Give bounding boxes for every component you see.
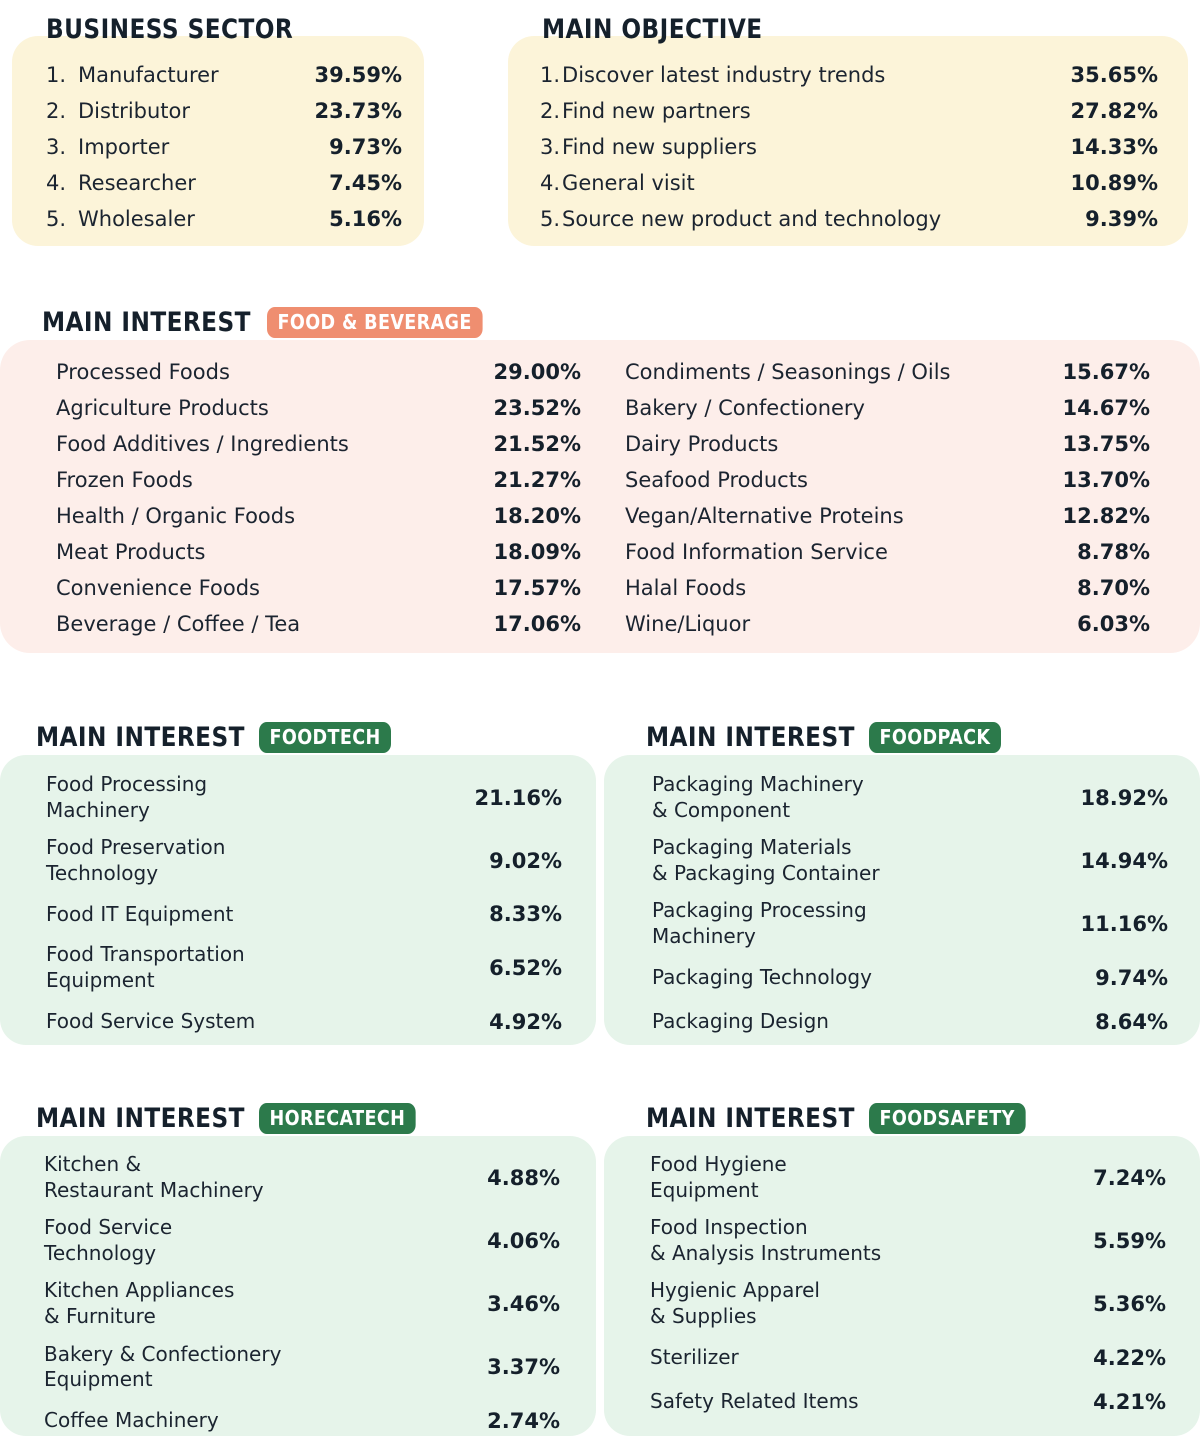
- list-item-line1: Sterilizer: [650, 1344, 739, 1369]
- list-item-label: Food Additives / Ingredients: [56, 431, 349, 456]
- list-item-value: 6.52%: [489, 955, 562, 980]
- list-item-number: 1.: [540, 62, 561, 87]
- list-item: [24, 936, 584, 999]
- list-item-value: 11.16%: [1080, 911, 1168, 936]
- list-item: [628, 1209, 1188, 1272]
- list-item: [630, 829, 1190, 892]
- list-item: [56, 462, 597, 498]
- horecatech-list: [22, 1146, 582, 1443]
- list-item-label: [46, 902, 233, 928]
- list-item-number: 5.: [46, 206, 67, 231]
- list-item-label: Bakery / Confectionery: [625, 395, 865, 420]
- list-item: [22, 1399, 582, 1443]
- list-item-label: [46, 171, 196, 196]
- list-item-label: [652, 1009, 829, 1035]
- list-item-line1: Packaging Machinery: [652, 772, 864, 796]
- list-item-line1: Kitchen Appliances: [44, 1278, 235, 1303]
- list-item-number: 1.: [46, 62, 67, 87]
- list-item-line1: Food Preservation: [46, 835, 226, 860]
- list-item-label: [44, 1342, 281, 1393]
- list-item-label: Meat Products: [56, 539, 206, 564]
- list-item-label: [650, 1215, 881, 1266]
- list-item-label: [650, 1345, 739, 1371]
- list-item-value: 13.75%: [1062, 432, 1150, 456]
- list-item: [630, 956, 1190, 1000]
- food-beverage-list: [56, 354, 1166, 642]
- list-item-value: 7.45%: [329, 171, 402, 195]
- section-title-text: MAIN INTEREST: [36, 722, 245, 753]
- list-item-line1: Food Transportation: [46, 942, 245, 967]
- list-item-label: [540, 207, 941, 232]
- list-item: [630, 766, 1190, 829]
- list-item: [625, 462, 1166, 498]
- main-objective-title: [542, 16, 798, 43]
- list-item: [56, 570, 597, 606]
- business-sector-list: [12, 57, 424, 237]
- list-item-line1: Packaging Technology: [652, 964, 872, 989]
- list-item-label: Processed Foods: [56, 359, 230, 384]
- section-title-text: MAIN INTEREST: [42, 307, 251, 338]
- list-item: [22, 1209, 582, 1272]
- list-item-label: [46, 63, 219, 88]
- list-item: [625, 426, 1166, 462]
- list-item-label: [46, 99, 190, 124]
- list-item-label: [46, 772, 207, 823]
- list-item-value: 27.82%: [1070, 99, 1158, 123]
- list-item-number: 4.: [46, 170, 67, 195]
- list-item-text: Discover latest industry trends: [562, 62, 886, 87]
- list-item: [628, 1272, 1188, 1335]
- list-item-label: [540, 135, 757, 160]
- list-item-label: [540, 63, 885, 88]
- list-item-value: 18.20%: [493, 504, 581, 528]
- list-item-label: Agriculture Products: [56, 395, 269, 420]
- list-item: [628, 1146, 1188, 1209]
- list-item: [12, 201, 424, 237]
- list-item-number: 3.: [540, 134, 561, 159]
- list-item-label: [44, 1278, 234, 1329]
- section-title-text: MAIN INTEREST: [646, 1103, 855, 1134]
- list-item: [625, 390, 1166, 426]
- list-item-value: 8.78%: [1077, 540, 1150, 564]
- category-badge: FOODTECH: [259, 722, 391, 753]
- list-item-label: Condiments / Seasonings / Oils: [625, 359, 951, 384]
- list-item-number: 3.: [46, 134, 67, 159]
- category-badge: FOOD & BEVERAGE: [267, 307, 482, 338]
- list-item-value: 4.92%: [489, 1009, 562, 1034]
- list-item-label: Beverage / Coffee / Tea: [56, 611, 301, 636]
- section-title-text: MAIN INTEREST: [36, 1103, 245, 1134]
- list-item-value: 9.39%: [1085, 207, 1158, 231]
- list-item-label: [650, 1152, 787, 1203]
- list-item-value: 5.16%: [329, 207, 402, 231]
- list-item-value: 9.02%: [489, 848, 562, 873]
- list-item-value: 10.89%: [1070, 171, 1158, 195]
- food-beverage-title: [42, 307, 512, 338]
- list-item-line2: & Packaging Container: [652, 860, 880, 885]
- list-item-line2: & Furniture: [44, 1303, 156, 1328]
- list-item-value: 29.00%: [493, 360, 581, 384]
- list-item-value: 8.70%: [1077, 576, 1150, 600]
- list-item: [24, 766, 584, 829]
- list-item-number: 4.: [540, 170, 561, 195]
- list-item-value: 5.36%: [1093, 1291, 1166, 1316]
- list-item: [625, 354, 1166, 390]
- list-item-line1: Coffee Machinery: [44, 1407, 219, 1432]
- list-item: [56, 354, 597, 390]
- list-item-label: Dairy Products: [625, 431, 779, 456]
- list-item-value: 5.59%: [1093, 1228, 1166, 1253]
- list-item: [22, 1146, 582, 1209]
- list-item-label: [650, 1278, 820, 1329]
- list-item-line2: Technology: [44, 1240, 157, 1265]
- list-item-text: General visit: [562, 170, 695, 195]
- list-item-line1: Packaging Materials: [652, 835, 852, 860]
- list-item: [24, 892, 584, 936]
- list-item-text: Find new partners: [562, 98, 751, 123]
- list-item: [56, 426, 597, 462]
- foodpack-title: [646, 722, 1019, 753]
- list-item-value: 14.67%: [1062, 396, 1150, 420]
- list-item-line1: Packaging Processing: [652, 898, 867, 923]
- list-item-value: 15.67%: [1062, 360, 1150, 384]
- list-item-value: 8.64%: [1095, 1009, 1168, 1034]
- list-item-label: [44, 1408, 219, 1434]
- list-item-label: [46, 207, 195, 232]
- section-title-text: MAIN OBJECTIVE: [542, 14, 763, 45]
- list-item: [24, 1000, 584, 1044]
- list-item-label: [652, 835, 880, 886]
- list-item: [22, 1336, 582, 1399]
- list-item-label: Halal Foods: [625, 575, 747, 600]
- list-item-text: Distributor: [78, 98, 191, 123]
- list-item-value: 3.46%: [487, 1291, 560, 1316]
- list-item-value: 21.52%: [493, 432, 581, 456]
- list-item: [625, 606, 1166, 642]
- foodtech-title: [36, 722, 409, 753]
- list-item-value: 7.24%: [1093, 1165, 1166, 1190]
- list-item: [12, 129, 424, 165]
- foodsafety-list: [628, 1146, 1188, 1424]
- list-item-value: 39.59%: [314, 63, 402, 87]
- list-item-line2: Equipment: [650, 1177, 759, 1202]
- list-item-label: [44, 1215, 172, 1266]
- list-item: [12, 57, 424, 93]
- list-item-line1: Food Service System: [46, 1008, 256, 1033]
- list-item-line2: & Analysis Instruments: [650, 1240, 882, 1265]
- business-sector-title: [46, 16, 333, 43]
- list-item-value: 4.21%: [1093, 1389, 1166, 1414]
- list-item-value: 4.22%: [1093, 1345, 1166, 1370]
- list-item-value: 21.27%: [493, 468, 581, 492]
- list-item-line2: Restaurant Machinery: [44, 1177, 264, 1202]
- list-item-value: 17.57%: [493, 576, 581, 600]
- list-item: [628, 1336, 1188, 1380]
- list-item-line2: Machinery: [46, 797, 150, 822]
- list-item-label: Wine/Liquor: [625, 611, 751, 636]
- list-item-text: Researcher: [78, 170, 196, 195]
- list-item-value: 9.74%: [1095, 965, 1168, 990]
- list-item: [24, 829, 584, 892]
- list-item-value: 2.74%: [487, 1408, 560, 1433]
- list-item-text: Manufacturer: [78, 62, 219, 87]
- list-item-label: Convenience Foods: [56, 575, 260, 600]
- list-item-line2: & Supplies: [650, 1303, 757, 1328]
- list-item: [508, 201, 1188, 237]
- list-item-value: 9.73%: [329, 135, 402, 159]
- list-item: [56, 390, 597, 426]
- category-badge: HORECATECH: [259, 1103, 416, 1134]
- list-item: [508, 129, 1188, 165]
- list-item-number: 5.: [540, 206, 561, 231]
- list-item-line2: Equipment: [46, 967, 155, 992]
- list-item-value: 3.37%: [487, 1355, 560, 1380]
- list-item-label: [650, 1389, 859, 1415]
- list-item-line2: Technology: [46, 860, 159, 885]
- foodtech-list: [24, 766, 584, 1044]
- list-item-value: 18.09%: [493, 540, 581, 564]
- list-item-value: 18.92%: [1080, 785, 1168, 810]
- list-item-label: [540, 171, 695, 196]
- list-item: [508, 93, 1188, 129]
- list-item-value: 12.82%: [1062, 504, 1150, 528]
- list-item-value: 21.16%: [474, 785, 562, 810]
- list-item: [56, 498, 597, 534]
- list-item-label: [46, 835, 225, 886]
- list-item: [628, 1380, 1188, 1424]
- list-item-line2: & Component: [652, 797, 791, 822]
- list-item-line2: Equipment: [44, 1367, 153, 1392]
- list-item-label: Food Information Service: [625, 539, 888, 564]
- list-item: [12, 165, 424, 201]
- list-item-label: [44, 1152, 264, 1203]
- list-item-label: [46, 942, 245, 993]
- list-item: [56, 534, 597, 570]
- list-item: [56, 606, 597, 642]
- list-item-label: [540, 99, 751, 124]
- list-item-value: 14.94%: [1080, 848, 1168, 873]
- list-item-value: 23.52%: [493, 396, 581, 420]
- list-item: [12, 93, 424, 129]
- list-item: [22, 1272, 582, 1335]
- list-item: [630, 892, 1190, 955]
- list-item-line1: Food Inspection: [650, 1215, 808, 1240]
- list-item-value: 4.06%: [487, 1228, 560, 1253]
- list-item-value: 35.65%: [1070, 63, 1158, 87]
- section-title-text: MAIN INTEREST: [646, 722, 855, 753]
- list-item-label: [652, 965, 872, 991]
- list-item-label: Seafood Products: [625, 467, 808, 492]
- list-item-line1: Safety Related Items: [650, 1388, 859, 1413]
- list-item-label: [652, 772, 864, 823]
- list-item-text: Source new product and technology: [562, 206, 942, 231]
- list-item-value: 17.06%: [493, 612, 581, 636]
- list-item: [625, 498, 1166, 534]
- section-title-text: BUSINESS SECTOR: [46, 14, 294, 45]
- foodsafety-title: [646, 1103, 1047, 1134]
- list-item-line1: Kitchen &: [44, 1152, 142, 1176]
- list-item-value: 14.33%: [1070, 135, 1158, 159]
- list-item-label: Vegan/Alternative Proteins: [625, 503, 904, 528]
- list-item-label: Health / Organic Foods: [56, 503, 296, 528]
- list-item-label: [652, 898, 867, 949]
- list-item-line1: Food IT Equipment: [46, 901, 234, 926]
- foodpack-list: [630, 766, 1190, 1044]
- list-item-value: 23.73%: [314, 99, 402, 123]
- list-item-number: 2.: [46, 98, 67, 123]
- list-item-number: 2.: [540, 98, 561, 123]
- list-item: [508, 57, 1188, 93]
- list-item-label: Frozen Foods: [56, 467, 193, 492]
- list-item-value: 4.88%: [487, 1165, 560, 1190]
- list-item: [625, 570, 1166, 606]
- list-item-value: 6.03%: [1077, 612, 1150, 636]
- list-item-line1: Bakery & Confectionery: [44, 1341, 282, 1366]
- list-item-line1: Food Hygiene: [650, 1152, 787, 1176]
- list-item: [625, 534, 1166, 570]
- list-item-value: 8.33%: [489, 902, 562, 927]
- list-item-line2: Machinery: [652, 923, 756, 948]
- list-item-line1: Packaging Design: [652, 1008, 829, 1033]
- list-item-line1: Food Processing: [46, 772, 208, 796]
- list-item-line1: Food Service: [44, 1215, 173, 1240]
- list-item-line1: Hygienic Apparel: [650, 1278, 820, 1303]
- list-item-text: Find new suppliers: [562, 134, 757, 159]
- horecatech-title: [36, 1103, 437, 1134]
- list-item-text: Importer: [78, 134, 170, 159]
- main-objective-list: [508, 57, 1188, 237]
- category-badge: FOODPACK: [869, 722, 1001, 753]
- list-item-text: Wholesaler: [78, 206, 195, 231]
- list-item-label: [46, 135, 169, 160]
- list-item-value: 13.70%: [1062, 468, 1150, 492]
- category-badge: FOODSAFETY: [869, 1103, 1025, 1134]
- list-item: [508, 165, 1188, 201]
- list-item: [630, 1000, 1190, 1044]
- list-item-label: [46, 1009, 255, 1035]
